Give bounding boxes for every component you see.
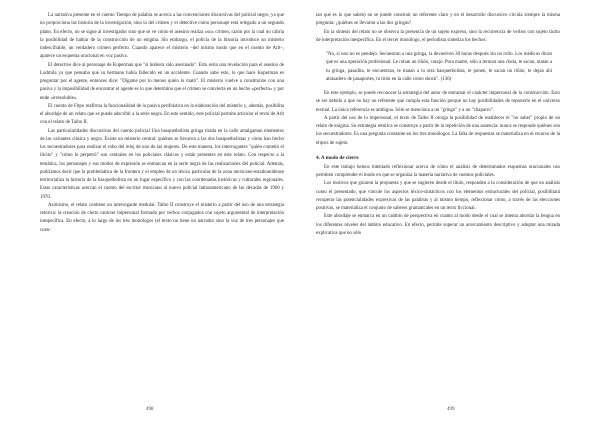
section-heading: 4. A modo de cierre (316, 154, 359, 161)
page-number-right: 499 (447, 407, 455, 412)
block-quote: "No, si uno no es pendejo. Secuestran a una gringa, la devuelven 30 horas después sin un rollo. Los médicos dicen que es una operación profesional. Le roban un riñón, carajo. Pura madre, sólo a ternura una chela, te sacan, matan a tu gringa, pasadita, te encuentran, te matan a tu otra basquetbolista, te ponen, te sacan un riñón, te dejan ahí atrasadero de pasaportes, tu tirón en la calle como shock". (136) (326, 52, 552, 82)
paragraph: Asimismo, el relato contiene un interrogante medular. Taibo II construye el misterio a partir del uso de una estrategia retórica: la creación de cierto carácter impersonal formado por verbos conjugados con sujeto argumental de interpretación inespecífica. En efecto, a lo largo de los tres monólogos (el texto no tiene un narrador sino la voz de tres personajes que cuen- (40, 202, 284, 233)
right-page (316, 12, 560, 238)
left-page (40, 12, 284, 235)
paragraph: Este abordaje se enmarca en un cambio de perspectiva en cuanto al modo desde el cual se intenta abordar la lengua en los diferentes niveles del ámbito educativo. En efecto, permite superar un acercamiento descriptivo y adoptar una mirada explicativa que no sólo (316, 214, 560, 236)
paragraph: En la síntesis del relato no se observa la presencia de un sujeto expreso, sino la recurrencia de verbos con sujeto tácito de interpretación inespecífica. En el tercer monólogo, el periodista sintetiza los hechos: (316, 29, 560, 43)
paragraph: A partir del uso de lo impersonal, el texto de Taibo II otorga la posibilidad de establecer el "no saber" propio de un relato de enigma. Su estrategia retórica se construye a partir de la repetición de una ausencia: nunca se responde quiénes son los secuestradores. Es una pregunta constante en los tres monólogos. La falta de respuestas se materializa en el recurso de la elipsis de sujeto. (316, 115, 560, 146)
paragraph: La narrativa presente en el cuento Tiempo de palabra se acerca a las convenciones discursivas del policial negro, ya que no proporciona las historia de la investigación, sino la del crimen y el detective como personaje está relegado a un segundo plano. En efecto, no se sigue al investigador sino que se ve cómo el asesino realiza «su» crimen, razón por la cual no cabría la posibilidad de hablar de la construcción de un enigma. Sin embargo, el policía de la historia introduce un misterio indescifrable, un verdadero crimen perfecto. Cuando aparece el misterio –del mismo modo que en el cuento de Arlt–, aparece un esquema oracional en voz pasiva. (40, 13, 284, 60)
paragraph: En este ejemplo, se puede reconocer la estrategia del autor de entramar el carácter impersonal de la construcción. Esto se ser debido a que no hay un referente que cumpla esta función porque no hay posibilidades de reponerlo en el universo textual. La única referencia es ambigua. Sólo se menciona a un "gringo" y a un "chaparro". (316, 91, 560, 113)
paragraph: El cuento de Fitpo reafirma la funcionalidad de la pasiva perifrástica en la elaboración del misterio y, además, posibilita el abordaje de un relato que se puede adscribir a la serie negra. En este sentido, este policial permite articular el texto de Arlt con el relato de Taibo II. (40, 103, 284, 126)
paragraph: El detective dice al personaje de Kuperman que "si hubiera sido asesinado". Esto sería una revelación para el asesino de Ludmila ya que pensaba que su hermano había fallecido en un accidente. Cuando sabe esto, lo que hace Kuperman es preguntar por el agente, entonces dice: "Dígame por lo menos quién lo mató". El misterio vuelve a constituirse con una pasiva y la imposibilidad de encontrar el agente es lo que determina que el crimen se convierta en un hecho «perfecto» y por ende «irresoluble». (40, 62, 284, 101)
paragraph: tan qué es lo que saben) no se puede construir un referente claro y en el desarrollo discursivo circula siempre la misma pregunta: ¿quiénes se llevaron a las dos gringas? (316, 13, 560, 27)
paragraph: Los motivos que guiaron la propuesta y que se sugieren desde el título, responden a la consideración de que un análisis como el presentado, que vincule los aspectos léxico-sintácticos con los elementos estructurales del policial, posibilitará recuperar las potencialidades expresivas de las palabras y al mismo tiempo, reflexionar cómo, a través de las elecciones positivas, se materializa el conjunto de saberes gramaticales en un texto ficcional. (316, 181, 560, 211)
paragraph: Las particularidades discursivas del cuento policial Una basquetbolista gringa tirada en la calle amalgaman elementos de las variantes clásica y negra. Existe un misterio central: quiénes se llevaron a las dos basquetbolistas y cómo han hecho los secuestradores para realizar el robo del reloj de uno de las mujeres. De este manera, los interrogantes "quién cometió el ilícito" y "cómo lo perpetró" son centrales en los policiales clásicos y están presentes en este relato. Con respecto a la temática, los personajes y sus modos de expresión se enmarcan en la serie negra de las realizaciones del policial. Además, podríamos decir que la problemática de la frontera y el empleo de un léxico particular de la zona mexicano-estadounidense territorializa la historia de la basquetbolista en un lugar específico y con las coordenadas históricas y culturales regionales. Estas características acercan el cuento del escritor mexicano al nuevo policial latinoamericano de las décadas de 1960 y 1970. (40, 128, 284, 200)
page-number-left: 498 (146, 407, 154, 412)
paragraph: En este trabajo hemos intentado reflexionar acerca de cómo el análisis de determinados esquemas oracionales nos permiten comprender el modo en que se organiza la materia narrativa de cuentos policiales. (316, 164, 560, 178)
